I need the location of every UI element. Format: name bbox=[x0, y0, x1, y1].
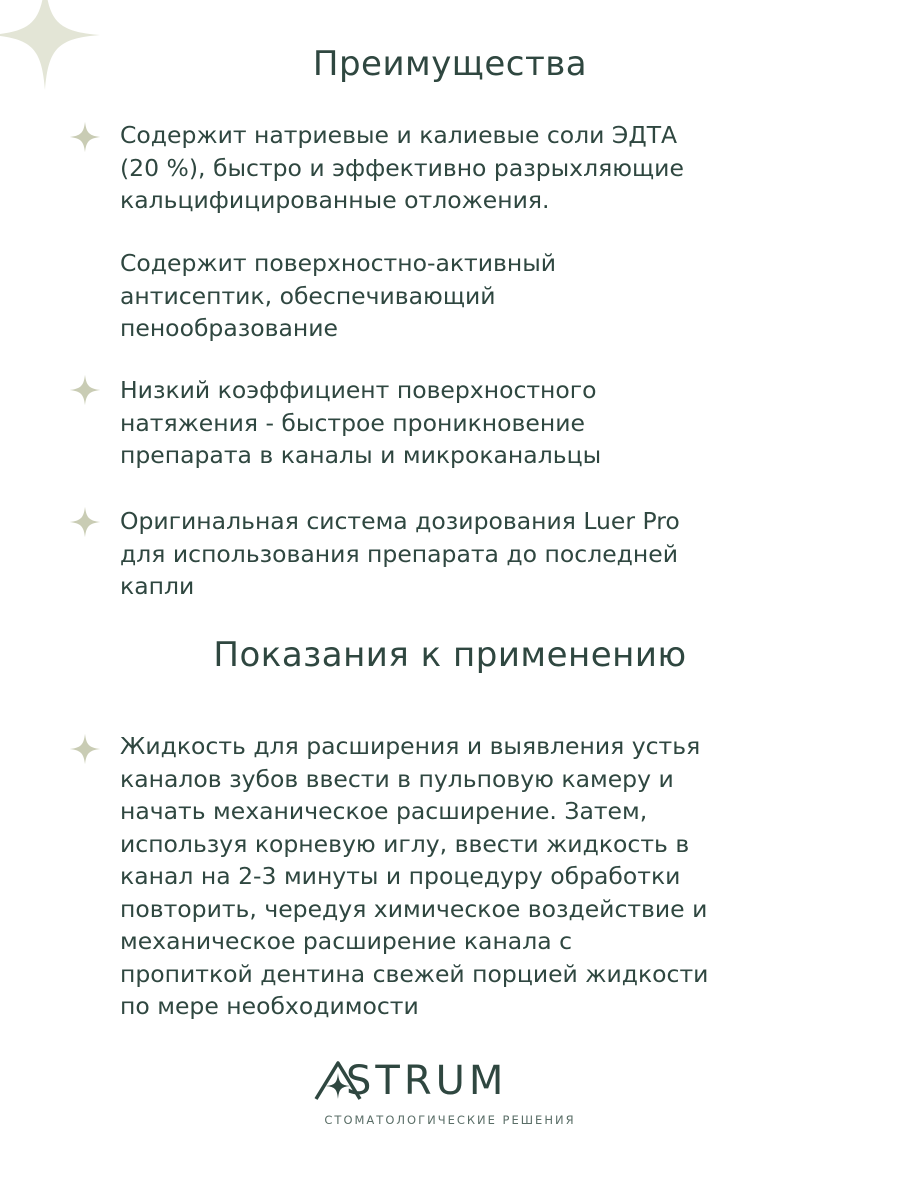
sparkle-bullet-icon bbox=[68, 373, 102, 407]
advantage-item: Содержит натриевые и калиевые соли ЭДТА (20 %), быстро и эффективно разрыхляющие кальцифицированные отложения. bbox=[120, 121, 684, 214]
logo-tagline: СТОМАТОЛОГИЧЕСКИЕ РЕШЕНИЯ bbox=[324, 1113, 576, 1127]
indications-title: Показания к применению bbox=[213, 635, 687, 675]
indication-item: Жидкость для расширения и выявления устья каналов зубов ввести в пульповую камеру и начать механическое расширение. Затем, используя корневую иглу, ввести жидкость в канал на 2-3 минуты и процедуру обработки повторить, чередуя химическое воздействие и механическое расширение канала с пропиткой дентина свежей порцией жидкости по мере необходимости bbox=[120, 732, 709, 1020]
sparkle-bullet-icon bbox=[68, 732, 102, 766]
advantage-item: Оригинальная система дозирования Luer Pro для использования препарата до последней капли bbox=[120, 507, 680, 600]
advantages-title: Преимущества bbox=[312, 44, 588, 84]
advantage-item: Содержит поверхностно-активный антисептик, обеспечивающий пенообразование bbox=[120, 249, 557, 342]
sparkle-bullet-icon bbox=[68, 505, 102, 539]
sparkle-bullet-icon bbox=[68, 120, 102, 154]
advantage-item: Низкий коэффициент поверхностного натяжения - быстрое проникновение препарата в каналы и микроканальцы bbox=[120, 376, 602, 469]
logo-wordmark: STRUM bbox=[346, 1058, 508, 1104]
